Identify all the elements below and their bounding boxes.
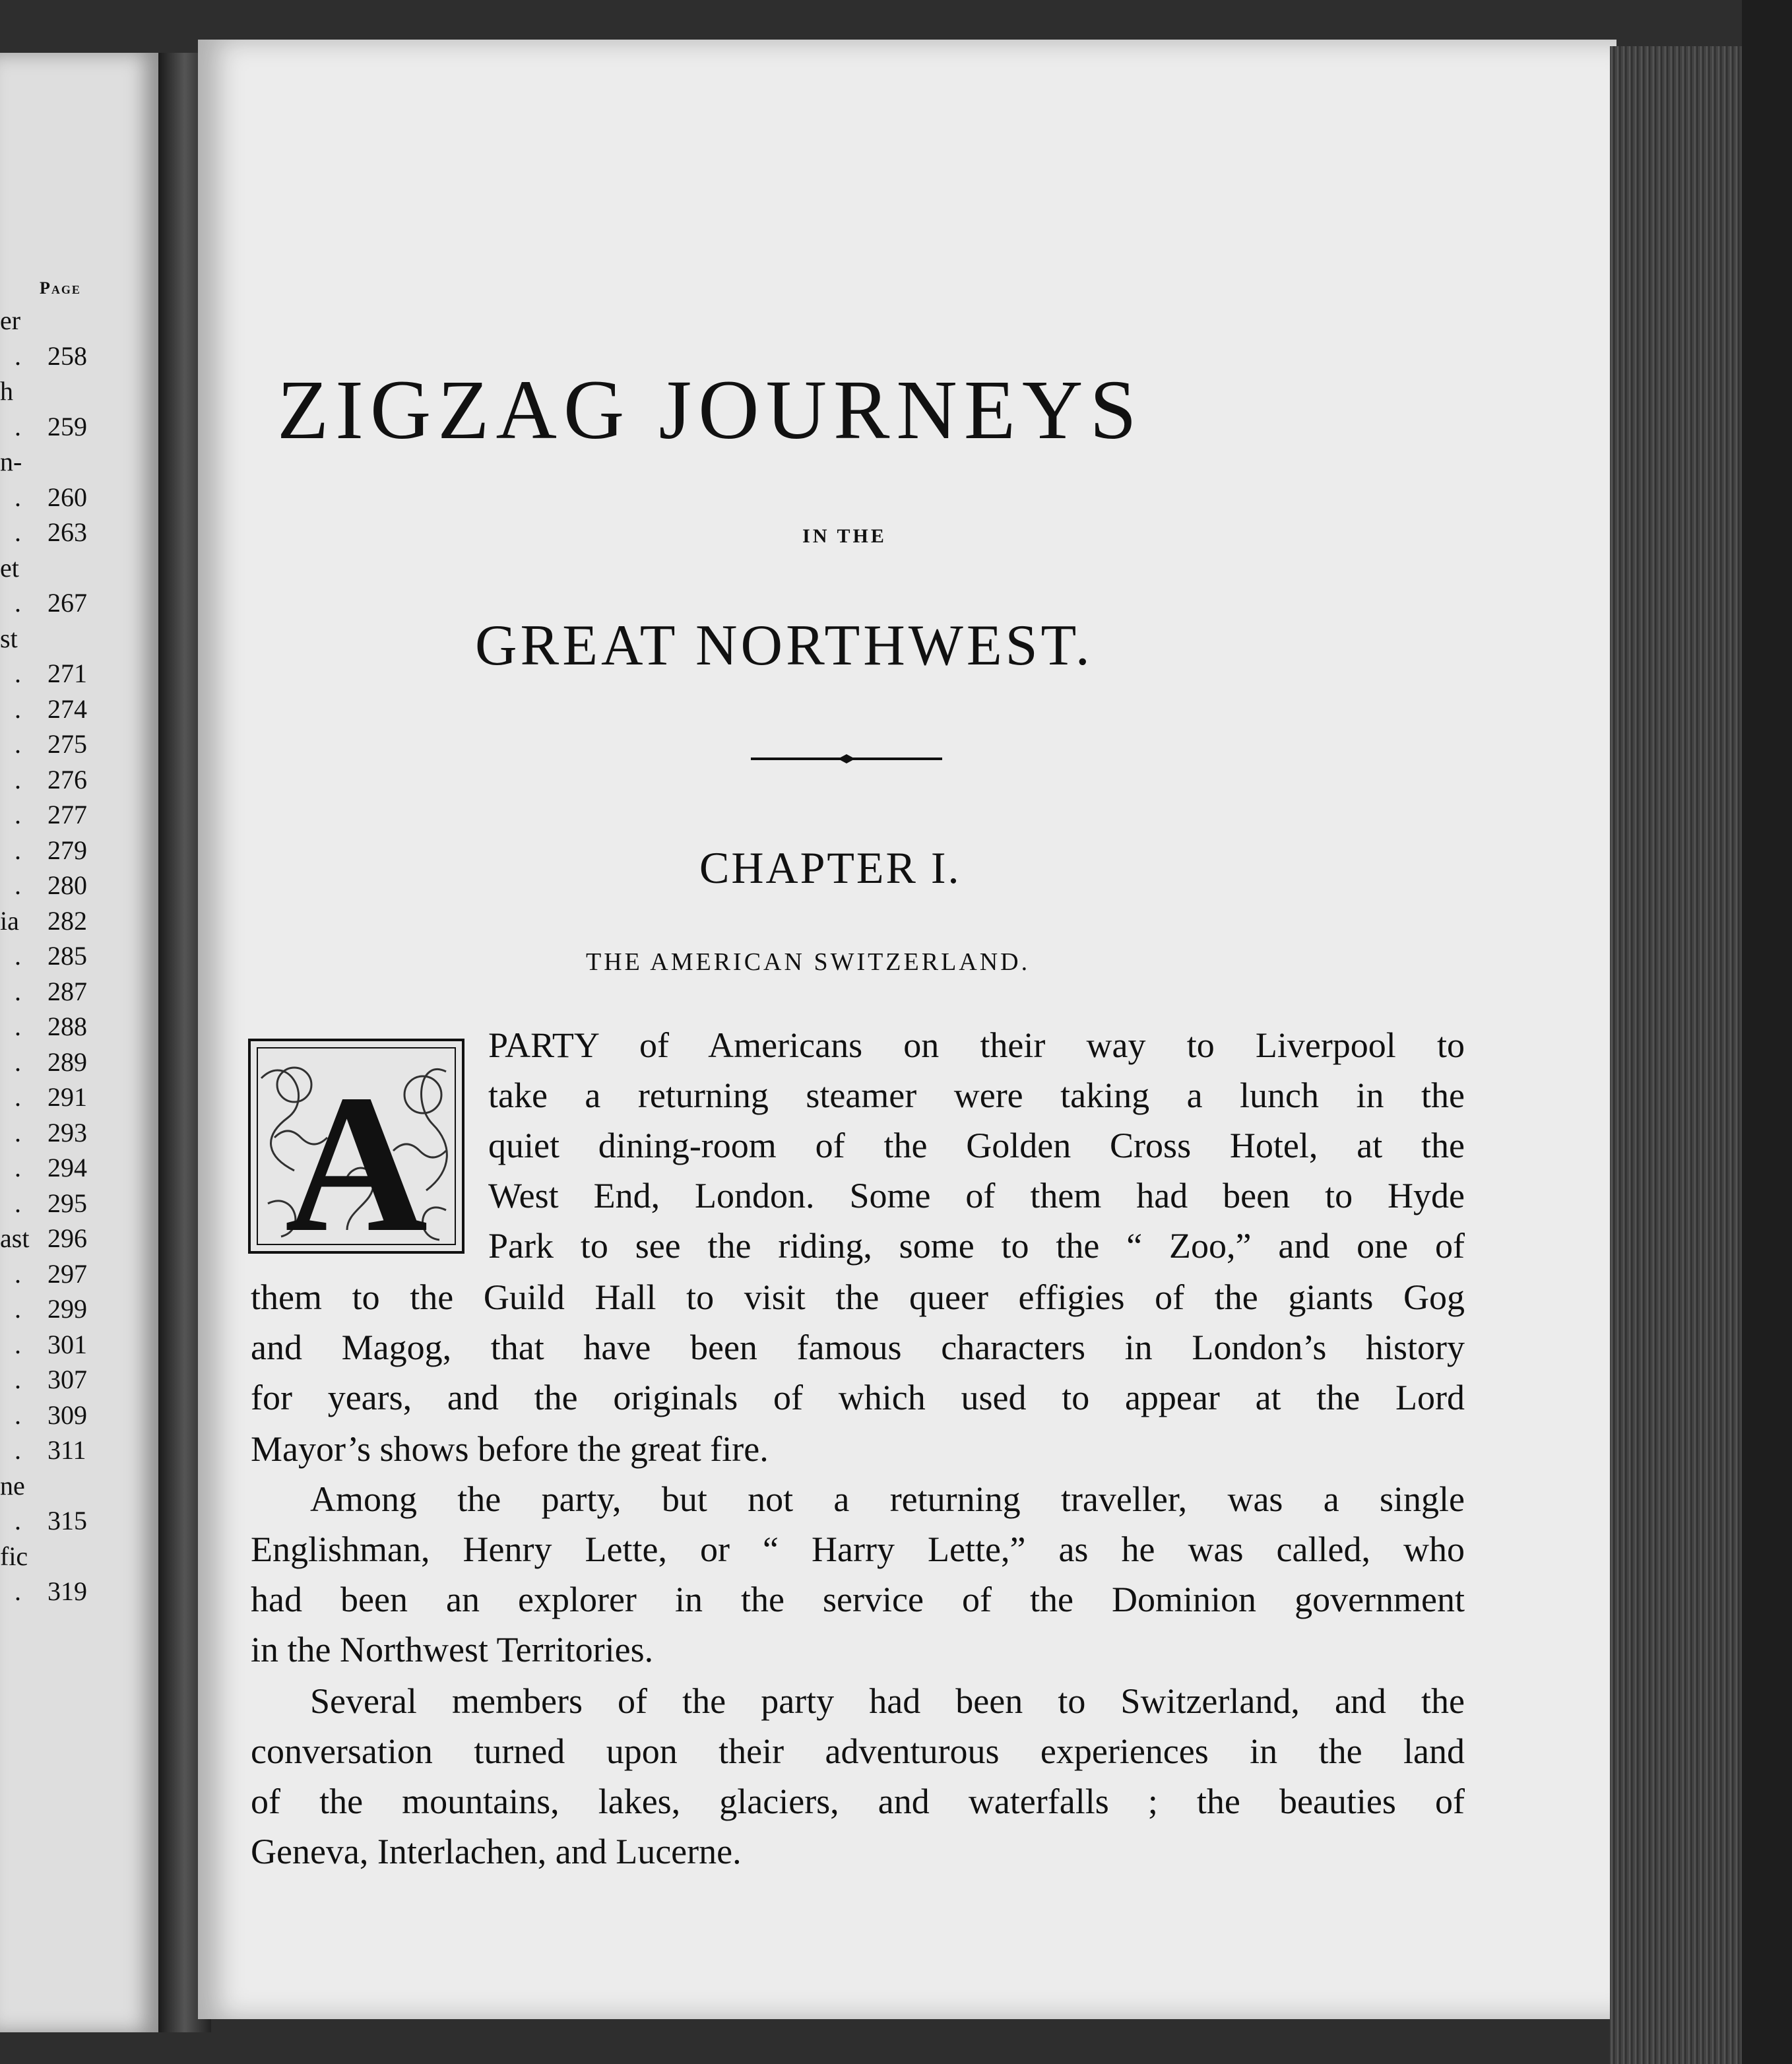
toc-leader-dot: . — [15, 941, 21, 971]
toc-entry-fragment: fic — [0, 1541, 28, 1571]
toc-leader-dot: . — [15, 659, 21, 688]
text-line: PARTY of Americans on their way to Liverpool to — [488, 1025, 1465, 1065]
toc-page-number: 289 — [48, 1047, 87, 1077]
toc-page-heading: Page — [40, 278, 81, 298]
toc-leader-dot: . — [15, 694, 21, 724]
toc-leader-dot: . — [15, 482, 21, 512]
toc-page-number: 307 — [48, 1365, 87, 1394]
toc-entry — [0, 1505, 158, 1538]
book-title: ZIGZAG JOURNEYS — [277, 363, 1143, 457]
toc-page-number: 291 — [48, 1082, 87, 1112]
toc-entry — [0, 1470, 158, 1503]
text-line: take a returning steamer were taking a lunch in the — [488, 1076, 1465, 1115]
toc-leader-dot: . — [15, 1294, 21, 1324]
toc-page-number: 259 — [48, 412, 87, 441]
toc-entry — [0, 693, 158, 726]
toc-page-number: 293 — [48, 1118, 87, 1147]
toc-entry — [0, 482, 158, 515]
toc-entry-fragment: ne — [0, 1471, 25, 1500]
drop-cap-letter: A — [284, 1054, 428, 1254]
toc-leader-dot: . — [15, 870, 21, 900]
toc-entry — [0, 446, 158, 479]
text-line: Park to see the riding, some to the “ Zoo,” and one of — [488, 1226, 1465, 1266]
toc-entry — [0, 1435, 158, 1467]
toc-entry — [0, 587, 158, 620]
toc-leader-dot: . — [15, 1082, 21, 1112]
toc-leader-dot: . — [15, 1506, 21, 1535]
toc-entry — [0, 623, 158, 656]
toc-entry — [0, 658, 158, 691]
decorated-drop-cap — [248, 1039, 464, 1254]
toc-page-number: 277 — [48, 800, 87, 829]
toc-page-number: 276 — [48, 765, 87, 794]
text-line: in the Northwest Territories. — [251, 1630, 654, 1669]
toc-leader-dot: . — [15, 1576, 21, 1606]
text-line: Several members of the party had been to Switzerland, and the — [310, 1681, 1465, 1721]
toc-page-number: 315 — [48, 1506, 87, 1535]
toc-leader-dot: . — [15, 588, 21, 618]
toc-leader-dot: . — [15, 1047, 21, 1077]
toc-entry-fragment: et — [0, 553, 19, 583]
toc-page-number: 280 — [48, 870, 87, 900]
book-subtitle: GREAT NORTHWEST. — [475, 614, 1093, 678]
text-line: for years, and the originals of which used to appear at the Lord — [251, 1378, 1465, 1417]
toc-page-number: 274 — [48, 694, 87, 724]
toc-entry — [0, 905, 158, 938]
toc-entry — [0, 1541, 158, 1574]
toc-entry-fragment: st — [0, 624, 18, 653]
toc-page-number: 301 — [48, 1330, 87, 1359]
toc-entry — [0, 1576, 158, 1609]
toc-page-number: 299 — [48, 1294, 87, 1324]
toc-page-number: 271 — [48, 659, 87, 688]
toc-entry — [0, 1329, 158, 1362]
toc-leader-dot: . — [15, 1330, 21, 1359]
toc-entry — [0, 1364, 158, 1397]
toc-page-number: 294 — [48, 1153, 87, 1182]
toc-page-number: 311 — [48, 1435, 86, 1465]
text-line: and Magog, that have been famous characters in London’s history — [251, 1328, 1465, 1367]
toc-page-number: 285 — [48, 941, 87, 971]
toc-page-number: 309 — [48, 1400, 87, 1430]
toc-entry — [0, 976, 158, 1009]
previous-page — [0, 53, 158, 2032]
toc-page-number: 282 — [48, 906, 87, 936]
toc-entry — [0, 1081, 158, 1114]
toc-page-number: 287 — [48, 977, 87, 1006]
toc-entry — [0, 1258, 158, 1291]
toc-leader-dot: . — [15, 765, 21, 794]
toc-entry-fragment: ast — [0, 1223, 30, 1253]
toc-entry — [0, 764, 158, 797]
text-line: of the mountains, lakes, glaciers, and waterfalls ; the beauties of — [251, 1782, 1465, 1821]
toc-entry — [0, 1188, 158, 1221]
toc-page-number: 297 — [48, 1259, 87, 1289]
toc-page-number: 267 — [48, 588, 87, 618]
title-connector: IN THE — [802, 525, 887, 547]
toc-page-number: 319 — [48, 1576, 87, 1606]
toc-entry-fragment: ia — [0, 906, 19, 936]
toc-entry-fragment: er — [0, 306, 21, 335]
toc-leader-dot: . — [15, 729, 21, 759]
toc-entry — [0, 1400, 158, 1433]
text-line: Geneva, Interlachen, and Lucerne. — [251, 1832, 742, 1871]
text-line: Englishman, Henry Lette, or “ Harry Lette,” as he was called, who — [251, 1530, 1465, 1569]
text-line: conversation turned upon their adventurous experiences in the land — [251, 1731, 1465, 1771]
text-line: had been an explorer in the service of the Dominion government — [251, 1580, 1465, 1619]
text-line: Among the party, but not a returning traveller, was a single — [310, 1479, 1465, 1519]
toc-leader-dot: . — [15, 1118, 21, 1147]
toc-leader-dot: . — [15, 1188, 21, 1218]
toc-leader-dot: . — [15, 1259, 21, 1289]
toc-leader-dot: . — [15, 800, 21, 829]
toc-page-number: 279 — [48, 835, 87, 865]
toc-page-number: 275 — [48, 729, 87, 759]
book-cover-edge — [1742, 0, 1792, 2064]
toc-entry — [0, 375, 158, 408]
toc-entry — [0, 305, 158, 338]
toc-entry — [0, 728, 158, 761]
toc-entry — [0, 1223, 158, 1256]
toc-page-number: 263 — [48, 517, 87, 547]
toc-leader-dot: . — [15, 1153, 21, 1182]
toc-entry-fragment: h — [0, 376, 13, 406]
text-line: West End, London. Some of them had been to Hyde — [488, 1176, 1465, 1215]
text-line: quiet dining-room of the Golden Cross Hotel, at the — [488, 1126, 1465, 1165]
toc-page-number: 295 — [48, 1188, 87, 1218]
toc-entry — [0, 517, 158, 550]
toc-leader-dot: . — [15, 1400, 21, 1430]
text-line: Mayor’s shows before the great fire. — [251, 1429, 769, 1469]
toc-entry — [0, 835, 158, 868]
toc-entry — [0, 799, 158, 832]
toc-entry — [0, 1047, 158, 1080]
toc-entry — [0, 940, 158, 973]
toc-page-number: 260 — [48, 482, 87, 512]
toc-leader-dot: . — [15, 341, 21, 371]
toc-entry-fragment: n- — [0, 447, 22, 476]
toc-page-number: 258 — [48, 341, 87, 371]
toc-leader-dot: . — [15, 835, 21, 865]
toc-leader-dot: . — [15, 1012, 21, 1041]
toc-page-number: 288 — [48, 1012, 87, 1041]
toc-entry — [0, 870, 158, 903]
toc-entry — [0, 1152, 158, 1185]
toc-entry — [0, 552, 158, 585]
toc-entry — [0, 340, 158, 373]
text-line: them to the Guild Hall to visit the queer effigies of the giants Gog — [251, 1277, 1465, 1317]
toc-leader-dot: . — [15, 412, 21, 441]
toc-entry — [0, 1293, 158, 1326]
toc-leader-dot: . — [15, 1365, 21, 1394]
toc-entry — [0, 411, 158, 444]
toc-entry — [0, 1117, 158, 1150]
toc-fragment — [0, 53, 158, 2032]
chapter-title: THE AMERICAN SWITZERLAND. — [586, 948, 1031, 976]
chapter-heading: CHAPTER I. — [699, 843, 961, 893]
toc-page-number: 296 — [48, 1223, 87, 1253]
toc-leader-dot: . — [15, 517, 21, 547]
toc-entry — [0, 1011, 158, 1044]
ornament-divider — [751, 752, 942, 765]
toc-leader-dot: . — [15, 977, 21, 1006]
toc-leader-dot: . — [15, 1435, 21, 1465]
